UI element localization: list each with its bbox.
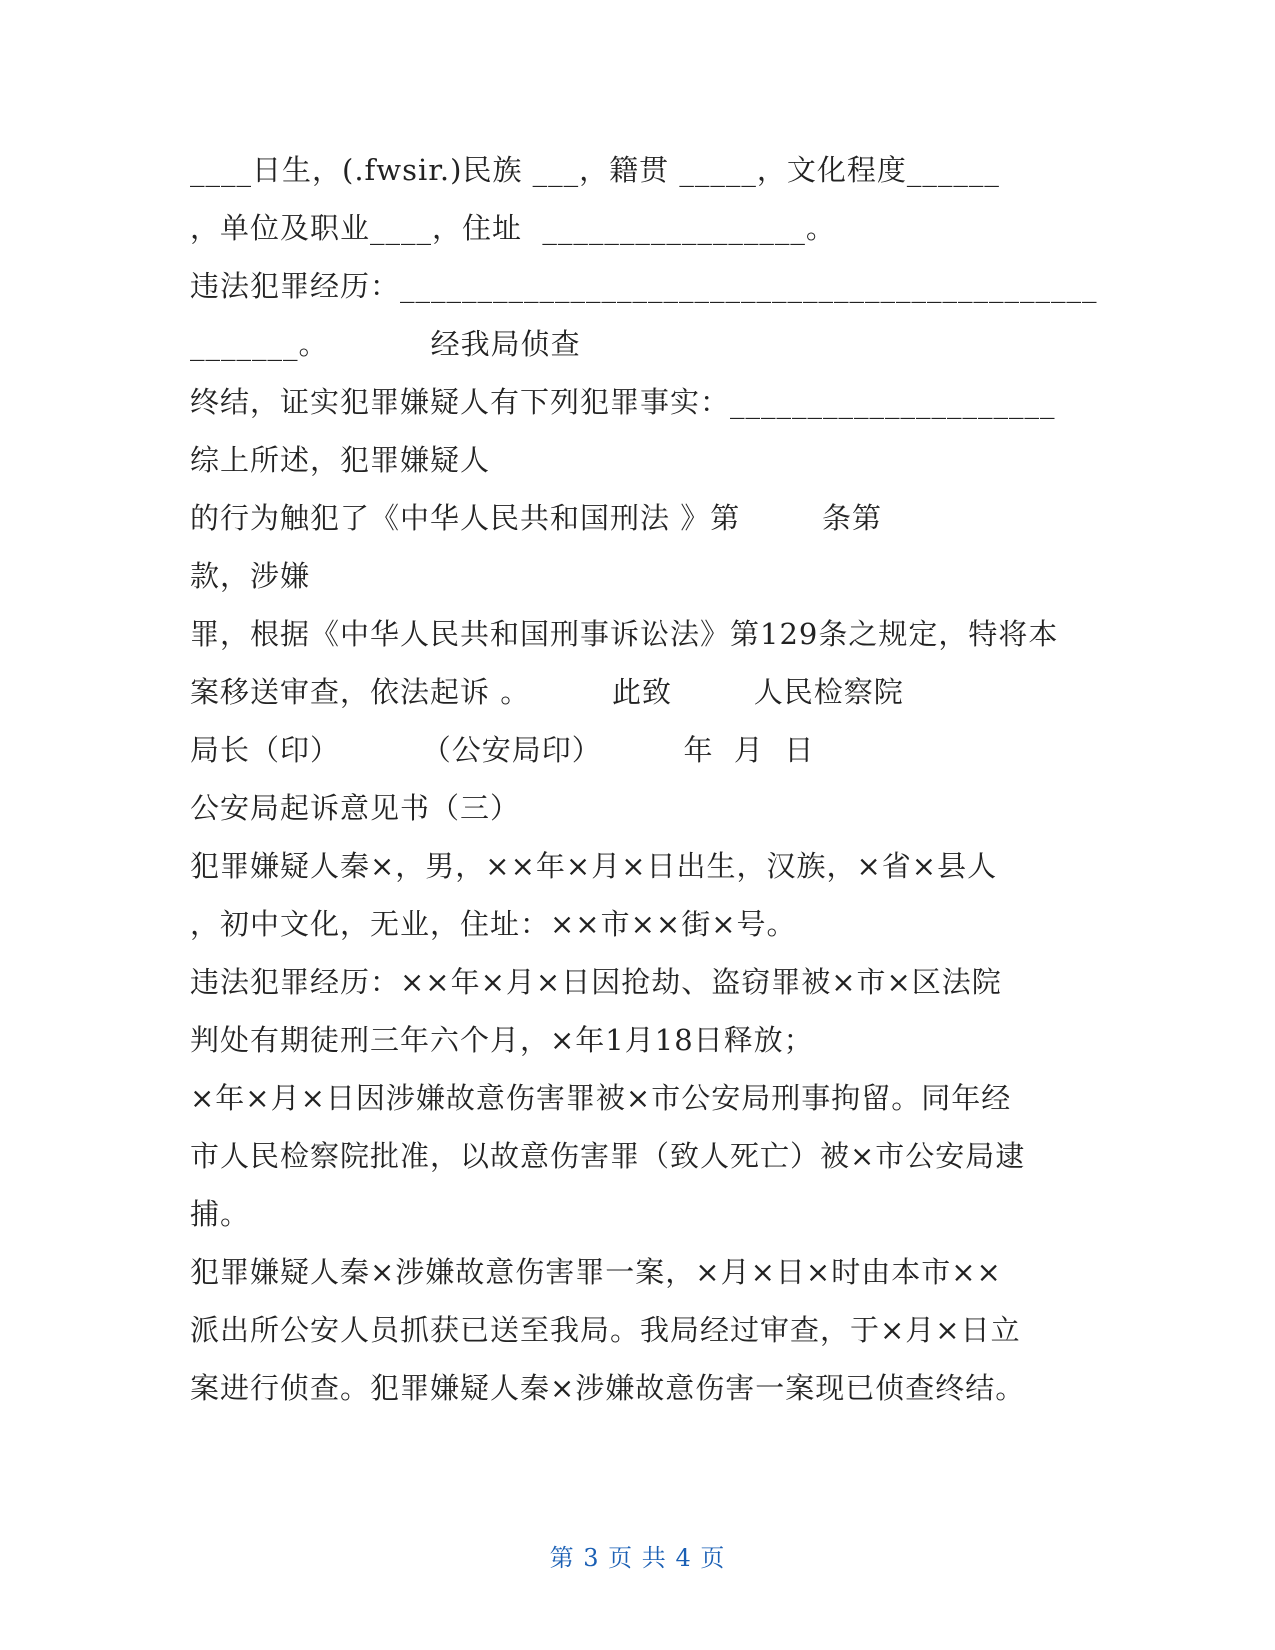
- page-number: 第 3 页 共 4 页: [549, 1544, 726, 1572]
- text-line: 的行为触犯了《中华人民共和国刑法 》第 条第: [190, 501, 882, 535]
- text-line: 捕。: [190, 1197, 251, 1231]
- text-line: ×年×月×日因涉嫌故意伤害罪被×市公安局刑事拘留。同年经: [190, 1081, 1012, 1115]
- text-line: ____日生，(.fwsir.)民族 ___，籍贯 _____，文化程度______: [190, 153, 1000, 187]
- text-line: 派出所公安人员抓获已送至我局。我局经过审查，于×月×日立: [190, 1313, 1021, 1347]
- text-line: 综上所述，犯罪嫌疑人: [190, 443, 491, 477]
- text-line: 犯罪嫌疑人秦×，男，××年×月×日出生，汉族，×省×县人: [190, 849, 998, 883]
- text-line: 市人民检察院批准，以故意伤害罪（致人死亡）被×市公安局逮: [190, 1139, 1026, 1173]
- text-line: _______。 经我局侦查: [190, 327, 581, 361]
- signature-line: 局长（印） （公安局印） 年 月 日: [190, 733, 815, 767]
- text-line: ，单位及职业____，住址 _________________。: [190, 211, 836, 245]
- text-line: 终结，证实犯罪嫌疑人有下列犯罪事实：_____________________: [190, 385, 1056, 419]
- section-heading: 公安局起诉意见书（三）: [190, 791, 521, 825]
- text-line: 判处有期徒刑三年六个月，×年1月18日释放；: [190, 1023, 814, 1057]
- text-line: 犯罪嫌疑人秦×涉嫌故意伤害罪一案，×月×日×时由本市××: [190, 1255, 1002, 1289]
- text-line: ，初中文化，无业，住址：××市××街×号。: [190, 907, 797, 941]
- text-line: 款，涉嫌: [190, 559, 311, 593]
- text-line: 案移送审查，依法起诉 。 此致 人民检察院: [190, 675, 904, 709]
- text-line: 罪，根据《中华人民共和国刑事诉讼法》第129条之规定，特将本: [190, 617, 1059, 651]
- text-line: 违法犯罪经历：_____________________________________________: [190, 269, 1098, 303]
- text-line: 案进行侦查。犯罪嫌疑人秦×涉嫌故意伤害一案现已侦查终结。: [190, 1371, 1026, 1405]
- text-line: 违法犯罪经历：××年×月×日因抢劫、盗窃罪被×市×区法院: [190, 965, 1002, 999]
